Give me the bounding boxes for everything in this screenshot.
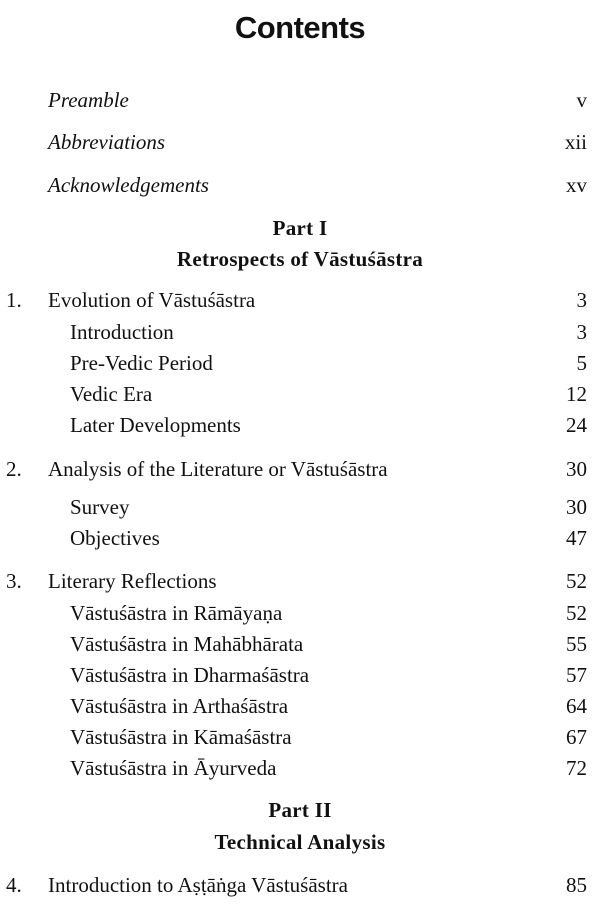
toc-chapter-1 [0, 286, 600, 314]
toc-entry-acknowledgements [0, 171, 600, 199]
page-number: 47 [566, 526, 587, 550]
chapter-title: Evolution of Vāstuśāstra [48, 288, 256, 312]
toc-section [0, 599, 600, 627]
page-number: 24 [566, 413, 587, 437]
toc-section [0, 661, 600, 689]
toc-section [0, 723, 600, 751]
chapter-title: Introduction to Aṣṭāṅga Vāstuśāstra [48, 873, 348, 897]
section-title: Vāstuśāstra in Arthaśāstra [70, 694, 289, 718]
toc-entry-abbreviations [0, 128, 600, 156]
toc-section [0, 524, 600, 552]
page-number: 85 [566, 873, 587, 897]
section-title: Vedic Era [70, 382, 153, 406]
section-title: Survey [70, 495, 130, 519]
section-title: Vāstuśāstra in Kāmaśāstra [70, 725, 292, 749]
chapter-number: 3. [6, 569, 22, 593]
chapter-number: 1. [6, 288, 22, 312]
page-title: Contents [234, 10, 366, 45]
toc-section [0, 349, 600, 377]
chapter-number: 4. [6, 873, 22, 897]
page-number: 12 [566, 382, 587, 406]
section-title: Introduction [70, 320, 174, 344]
section-title: Vāstuśāstra in Rāmāyaṇa [70, 601, 283, 625]
page-number: 30 [566, 495, 587, 519]
section-title: Vāstuśāstra in Mahābhārata [70, 632, 304, 656]
toc-section [0, 754, 600, 782]
page-number: 57 [566, 663, 587, 687]
page-number: v [576, 88, 587, 112]
page-number: 64 [566, 694, 587, 718]
chapter-title: Analysis of the Literature or Vāstuśāstra [48, 457, 388, 481]
toc-section [0, 318, 600, 346]
entry-label: Preamble [48, 88, 129, 112]
entry-label: Abbreviations [48, 130, 166, 154]
page-number: xv [566, 173, 587, 197]
page-number: 3 [576, 320, 587, 344]
page-number: xii [564, 130, 587, 154]
page-number: 72 [566, 756, 587, 780]
toc-section [0, 411, 600, 439]
part-1-subheading: Retrospects of Vāstuśāstra [176, 247, 424, 271]
section-title: Vāstuśāstra in Dharmaśāstra [70, 663, 310, 687]
page-number: 3 [576, 288, 587, 312]
chapter-number: 2. [6, 457, 22, 481]
part-1-heading: Part I [272, 216, 328, 240]
toc-section [0, 380, 600, 408]
toc-section [0, 692, 600, 720]
toc-entry-preamble [0, 86, 600, 114]
entry-label: Acknowledgements [48, 173, 209, 197]
page-number: 30 [566, 457, 587, 481]
section-title: Objectives [70, 526, 160, 550]
toc-section [0, 493, 600, 521]
section-title: Vāstuśāstra in Āyurveda [70, 756, 277, 780]
toc-section [0, 630, 600, 658]
page-number: 52 [566, 601, 587, 625]
part-2-subheading: Technical Analysis [214, 830, 386, 854]
section-title: Later Developments [70, 413, 241, 437]
page-number: 52 [566, 569, 587, 593]
page-number: 5 [576, 351, 587, 375]
toc-chapter-3 [0, 567, 600, 595]
section-title: Pre-Vedic Period [70, 351, 213, 375]
part-2-heading: Part II [268, 798, 332, 822]
page-number: 67 [566, 725, 587, 749]
chapter-title: Literary Reflections [48, 569, 217, 593]
toc-chapter-2 [0, 455, 600, 483]
page-number: 55 [566, 632, 587, 656]
toc-chapter-4 [0, 871, 600, 899]
